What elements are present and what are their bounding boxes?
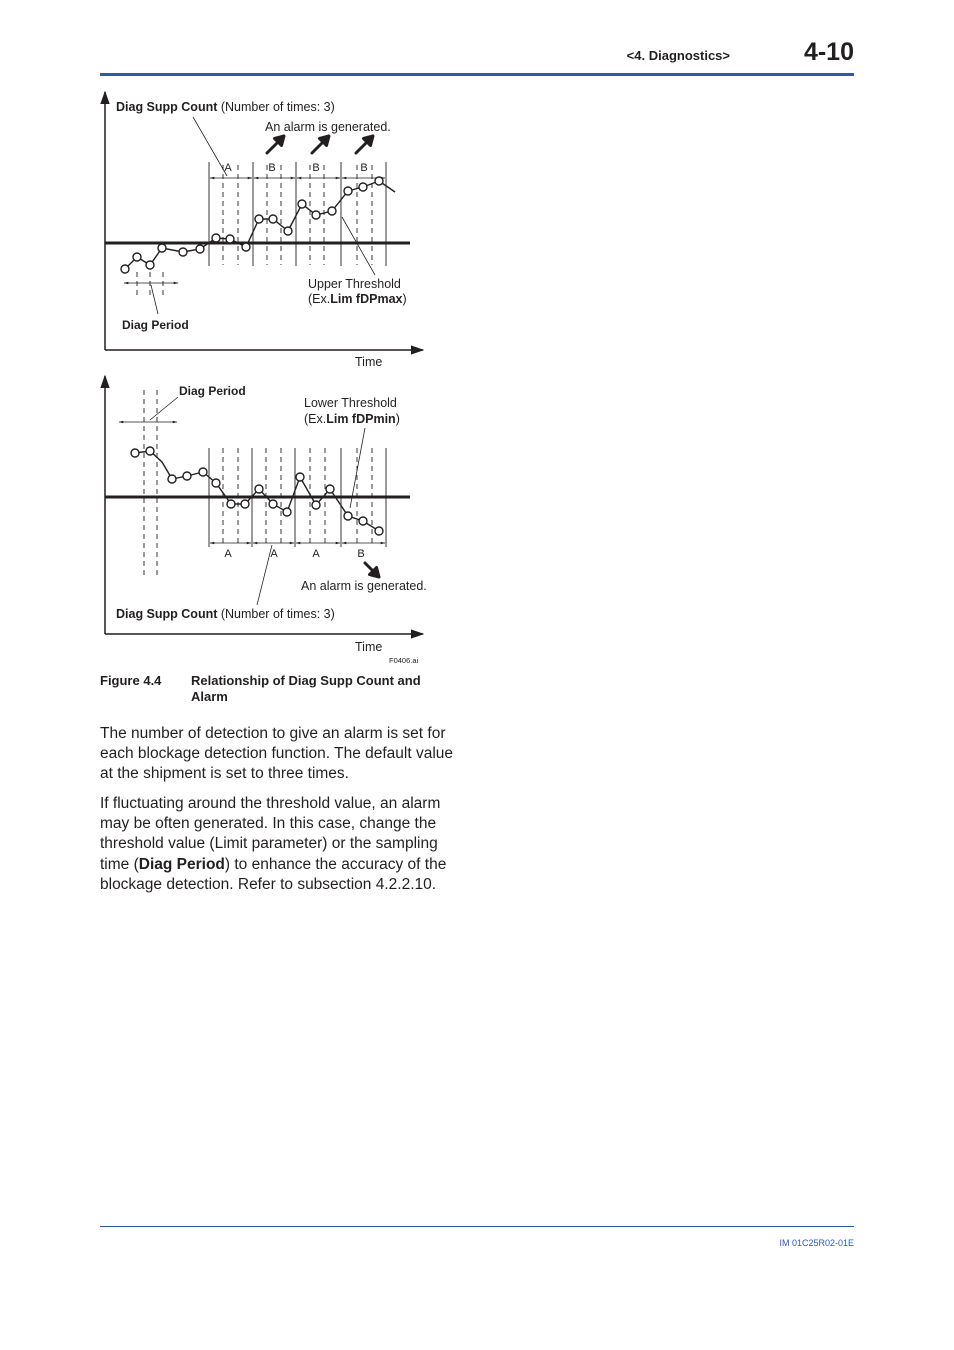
lower-threshold-suffix: ) — [395, 412, 400, 426]
bottom-count-label-rest: (Number of times: 3) — [217, 607, 335, 621]
lower-threshold-param-name: Lim fDPmin — [326, 412, 396, 426]
top-diagram — [105, 92, 423, 369]
bottom-alarm-text: An alarm is generated. — [301, 579, 427, 593]
footer-rule — [100, 1226, 854, 1227]
alarm-arrow-icon — [267, 136, 284, 153]
bottom-interval-label-1: A — [224, 548, 232, 560]
lower-threshold-prefix: (Ex. — [304, 412, 327, 426]
lower-threshold-param — [304, 412, 400, 426]
top-interval-label-3: B — [312, 162, 320, 174]
upper-threshold-label: Upper Threshold — [308, 277, 401, 291]
page-number: 4-10 — [803, 38, 854, 66]
alarm-arrow-icon — [365, 563, 379, 577]
upper-threshold-suffix: ) — [402, 292, 407, 306]
upper-threshold-prefix: (Ex. — [308, 292, 331, 306]
paragraph2-text-2: ) to enhance the accuracy of the blockage detection. Refer to subsection 4.2.2.10. — [100, 855, 447, 893]
alarm-arrow-icon — [312, 136, 329, 153]
bottom-time-label: Time — [355, 640, 383, 654]
top-interval-label-2: B — [268, 162, 276, 174]
bottom-interval-label-4: B — [357, 548, 365, 560]
top-signal-trace — [125, 181, 395, 269]
bottom-count-label-bold: Diag Supp Count — [116, 607, 218, 621]
bottom-data-points — [131, 447, 383, 535]
body-paragraph-1: The number of detection to give an alarm is set for each blockage detection function. The default value at the shipment is set to three times. — [100, 725, 454, 783]
top-count-label-rest: (Number of times: 3) — [217, 100, 335, 114]
bottom-period-leader — [150, 397, 178, 420]
upper-threshold-param — [308, 292, 407, 306]
caption-title: Relationship of Diag Supp Count and Alarm — [191, 673, 421, 704]
top-count-label-bold: Diag Supp Count — [116, 100, 218, 114]
bottom-count-label — [116, 607, 335, 621]
top-data-points — [121, 177, 383, 273]
top-period-label: Diag Period — [122, 318, 189, 332]
document-number: IM 01C25R02-01E — [779, 1238, 854, 1248]
paragraph2-text-1: If fluctuating around the threshold value, an alarm may be often generated. In this case, change the threshold value (Limit parameter) or the sampling time ( — [100, 795, 441, 873]
top-period-leader — [151, 285, 158, 314]
figure-file-id: F0406.ai — [389, 656, 419, 665]
bottom-interval-label-2: A — [270, 548, 278, 560]
lower-threshold-label: Lower Threshold — [304, 396, 397, 410]
bottom-count-leader — [257, 545, 272, 605]
top-alarm-arrows — [267, 136, 373, 153]
body-paragraph-2 — [100, 794, 460, 895]
alarm-arrow-icon — [356, 136, 373, 153]
upper-threshold-leader — [342, 217, 375, 275]
count-leader — [193, 117, 227, 176]
top-interval-label-1: A — [224, 162, 232, 174]
bottom-period-label: Diag Period — [179, 384, 246, 398]
paragraph2-bold: Diag Period — [138, 855, 225, 873]
upper-threshold-param-name: Lim fDPmax — [330, 292, 403, 306]
top-alarm-text: An alarm is generated. — [265, 120, 391, 134]
top-interval-label-4: B — [360, 162, 368, 174]
bottom-diagram — [105, 376, 427, 665]
top-time-label: Time — [355, 355, 383, 369]
caption-number: Figure 4.4 — [100, 673, 162, 688]
bottom-interval-label-3: A — [312, 548, 320, 560]
chapter-title: <4. Diagnostics> — [626, 48, 730, 63]
top-count-label — [116, 100, 335, 114]
